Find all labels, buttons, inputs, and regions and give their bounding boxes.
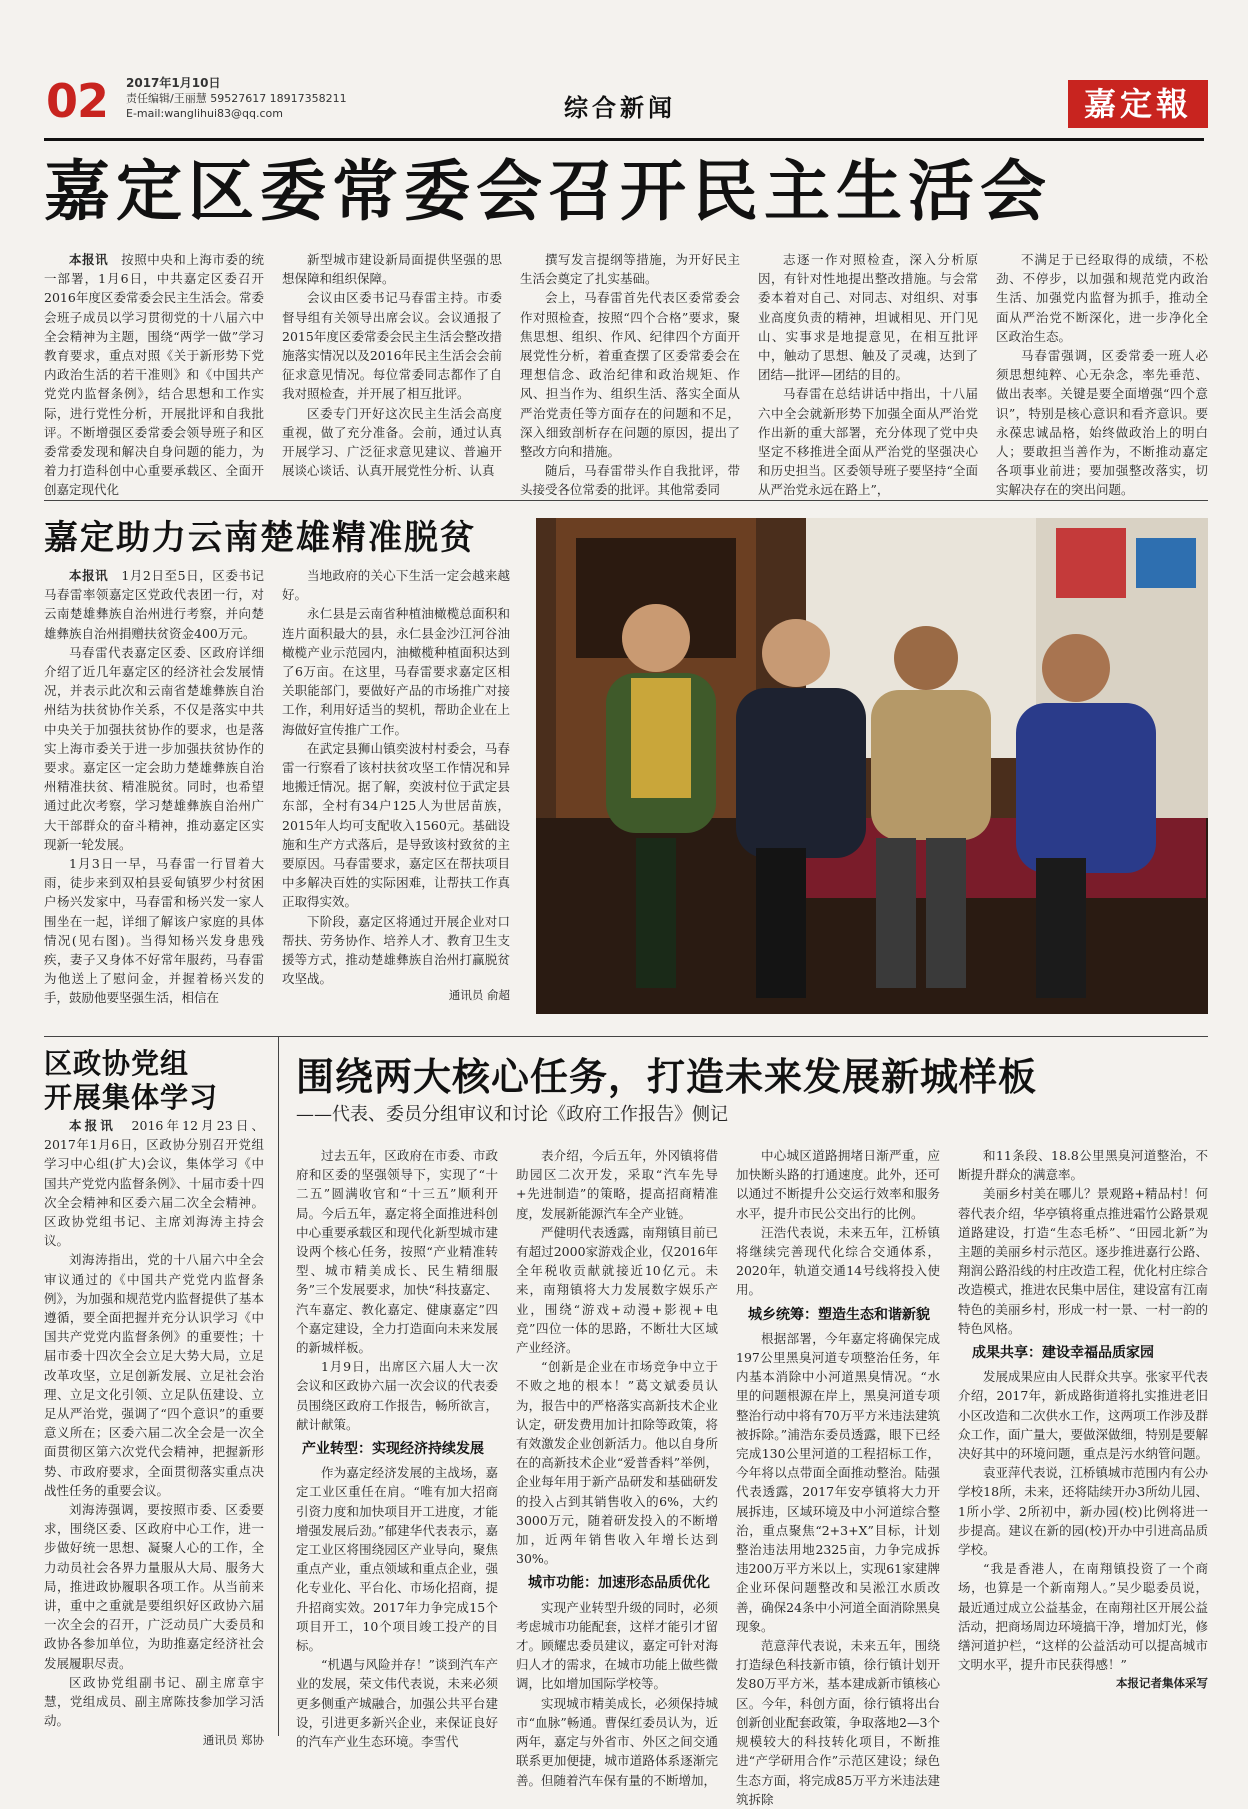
article4-col3b-text [736, 1329, 940, 1809]
article4-col3a-text [736, 1146, 940, 1300]
article1-col2 [282, 250, 502, 490]
article4-subtitle: ——代表、委员分组审议和讨论《政府工作报告》侧记 [296, 1104, 728, 1125]
paragraph: 过去五年，区政府在市委、市政府和区委的坚强领导下，实现了“十二五”圆满收官和“十三五”顺利开局。今后五年，嘉定将全面推进科创中心重要承载区和现代化新型城市建设两个核心任务，按照“产业精准转型、城市精美成长、民生精细服务”三个发展要求，加快“科技嘉定、汽车嘉定、教化嘉定、健康嘉定”四个嘉定建设，全力打造面向未来发展的新城样板。 [296, 1148, 498, 1356]
article4-col1a-text [296, 1146, 498, 1434]
paragraph: 不满足于已经取得的成绩，不松劲、不停步，以加强和规范党内政治生活、加强党内监督为抓手，推动全面从严治党不断深化，进一步净化全区政治生态。 [996, 252, 1208, 344]
article4-subhead-4: 成果共享：建设幸福品质家园 [972, 1345, 1154, 1362]
article4-col1b-text [296, 1463, 498, 1751]
paragraph: 和11条段、18.8公里黑臭河道整治，不断提升群众的满意率。 [958, 1148, 1208, 1183]
article3-body [44, 1116, 264, 1746]
article4-byline: 本报记者集体采写 [1116, 1676, 1208, 1691]
article2-col2-text [282, 566, 510, 988]
article4-col4b-text [958, 1367, 1208, 1674]
paragraph: 马春雷在总结讲话中指出，十八届六中全会就新形势下加强全面从严治党作出新的重大部署，充分体现了党中央坚定不移推进全面从严治党的坚强决心和历史担当。区委领导班子要坚持“全面从严治党永远在路上”， [758, 386, 978, 498]
article4-subhead-3: 城乡统筹：塑造生态和谐新貌 [748, 1306, 930, 1323]
paragraph: 刘海涛指出，党的十八届六中全会审议通过的《中国共产党党内监督条例》，为加强和规范党内监督提供了基本遵循，要全面把握并充分认识学习《中国共产党党内监督条例》的重要性；十届市委十四次全会立足大势大局，立足改革攻坚，立足创新发展、立足社会治理、立足文化引领、立足队伍建设、立足从严治党，强调了“四个意识”的重要意义所在；区委六届二次全会是一次全面贯彻区第六次党代会精神，把握新形势、市政府要求，全面贯彻落实重点决战性任务的重要会议。 [44, 1252, 264, 1498]
article4-col2 [516, 1146, 718, 1788]
divider [44, 500, 1208, 501]
paragraph: 美丽乡村美在哪儿？景观路+精品村！何蓉代表介绍，华亭镇将重点推进霜竹公路景观道路建设，打造“生态毛桥”、“田园北新”为主题的美丽乡村示范区。逐步推进嘉行公路、翔润公路沿线的村庄改造工程，优化村庄综合改造模式，推进农民集中居住，建设富有江南特色的美丽乡村，形成一村一景、一村一韵的特色风格。 [958, 1186, 1209, 1336]
paragraph: 实现城市精美成长，必须保持城市“血脉”畅通。曹保红委员认为，近两年，嘉定与外省市、外区之间交通联系更加便捷，城市道路体系逐渐完善。但随着汽车保有量的不断增加， [516, 1695, 718, 1788]
paragraph: 严健明代表透露，南翔镇目前已有超过2000家游戏企业，仅2016年全年税收贡献就接近10亿元。未来，南翔镇将大力发展数字娱乐产业，围绕“游戏+动漫+影视+电竞”四位一体的思路，不断壮大区域产业经济。 [516, 1224, 718, 1356]
article4-col2b-text [516, 1598, 718, 1790]
article2-byline: 通讯员 俞超 [448, 988, 510, 1003]
article4-col2a-text [516, 1146, 718, 1568]
article2-lead: 本报讯 [69, 568, 109, 583]
paragraph: 下阶段，嘉定区将通过开展企业对口帮扶、劳务协作、培养人才、教育卫生支援等方式，推动楚雄彝族自治州打赢脱贫攻坚战。 [282, 913, 510, 987]
article3-body-text: 2016年12月23日、2017年1月6日，区政协分别召开党组学习中心组(扩大)会议，集体学习《中国共产党党内监督条例》、十届市委十四次全会精神和区委六届二次全会精神。区政协党组书记、主席刘海涛主持会议。 [44, 1118, 264, 1249]
article4-col4a-text [958, 1146, 1208, 1338]
paragraph: 会上，马春雷首先代表区委常委会作对照检查，按照“四个合格”要求，聚焦思想、组织、作风、纪律四个方面开展党性分析，着重查摆了区委常委会在理想信念、政治纪律和政治规矩、作风、担当作为、组织生活、落实全面从严治党责任等方面存在的问题和不足，深入细致剖析存在问题的原因，提出了整改方向和措施。 [520, 290, 740, 460]
paragraph: 马春雷强调，区委常委一班人必须思想纯粹、心无杂念，率先垂范、做出表率。关键是要全面增强“四个意识”，特别是核心意识和看齐意识。要永葆忠诚品格，始终做政治上的明白人；要敢担当善作为，不断推动嘉定各项事业前进；要加强整改落实，切实解决存在的突出问题。 [996, 348, 1208, 498]
paragraph: 在武定县狮山镇奕波村村委会，马春雷一行察看了该村扶贫攻坚工作情况和异地搬迁情况。据了解，奕波村位于武定县东部，全村有34户125人为世居苗族，2015年人均可支配收入1560元。基础设施和生产方式落后，是导致该村致贫的主要原因。马春雷要求，嘉定区在帮扶项目中多解决百姓的实际困难，让帮扶工作真正取得实效。 [282, 740, 510, 910]
newspaper-logo: 嘉定報 [1068, 80, 1208, 128]
section-title: 综合新闻 [564, 94, 676, 122]
paragraph: 志逐一作对照检查，深入分析原因，有针对性地提出整改措施。与会常委本着对自己、对同志、对组织、对事业高度负责的精神，坦诚相见、开门见山、实事求是地提意见，在相互批评中，触动了思想、触及了灵魂，达到了团结—批评—团结的目的。 [758, 252, 978, 383]
article4-subhead-2: 城市功能：加速形态品质优化 [528, 1575, 710, 1592]
article1-col3 [520, 250, 740, 498]
paragraph: 随后，马春雷带头作自我批评，带头接受各位常委的批评。其他常委同 [520, 463, 740, 498]
article4-col3 [736, 1146, 940, 1807]
photo-illustration [536, 518, 1208, 1014]
header-rule [44, 138, 1204, 141]
paragraph: 区政协党组副书记、副主席章宇慧，党组成员、副主席陈技参加学习活动。 [44, 1674, 264, 1729]
paragraph: 作为嘉定经济发展的主战场，嘉定工业区重任在肩。“唯有加大招商引资力度和加快项目开工进度，才能增强发展后劲。”郁建华代表表示，嘉定工业区将围绕园区产业导向，聚焦重点产业，重点领域和重点企业，强化专业化、平台化、市场化招商，提升招商实效。2017年力争完成15个项目开工，10个项目竣工投产的目标。 [296, 1465, 498, 1654]
divider [44, 1036, 1208, 1037]
article4-subhead-1: 产业转型：实现经济持续发展 [302, 1441, 484, 1458]
paragraph: 根据部署，今年嘉定将确保完成197公里黑臭河道专项整治任务，年内基本消除中小河道黑臭情况。“水里的问题根源在岸上，黑臭河道专项整治行动中将有70万平方米违法建筑被拆除。”浦浩东委员透露，眼下已经完成130公里河道的工程招标工作，今年将以点带面全面推动整治。陆强代表透露，2017年安亭镇将大力开展拆违，区域环境及中小河道综合整治，重点聚焦“2+3+X”目标，计划整治违法用地2325亩，力争完成拆违200万平方米以上，实现61家建牌企业环保问题整改和吴淞江水质改善，确保24条中小河道全面消除黑臭现象。 [736, 1330, 940, 1634]
masthead-meta [126, 76, 347, 121]
paragraph: 汪浩代表说，未来五年，江桥镇将继续完善现代化综合交通体系，2020年，轨道交通14号线将投入使用。 [736, 1224, 940, 1298]
article1-col5 [996, 250, 1208, 498]
article1-headline: 嘉定区委常委会召开民主生活会 [44, 153, 1052, 230]
paragraph: 会议由区委书记马春雷主持。市委督导组有关领导出席会议。会议通报了2015年度区委常委会民主生活会整改措施落实情况以及2016年民主生活会会前征求意见情况。每位常委同志都作了自我对照检查，并开展了相互批评。 [282, 290, 502, 402]
article4-col4 [958, 1146, 1208, 1746]
article1-col1-text: 按照中央和上海市委的统一部署，1月6日，中共嘉定区委召开2016年度区委常委会民主生活会。常委会班子成员以学习贯彻党的十八届六中全会精神为主题，围绕“两学一做”学习教育要求，重点对照《关于新形势下党内政治生活的若干准则》和《中国共产党党内监督条例》，结合思想和工作实际，进行党性分析，开展批评和自我批评。不断增强区委常委会领导班子和区委常委发现和解决自身问题的能力，为着力打造科创中心重要承载区、全面开创嘉定现代化 [44, 252, 264, 498]
article3-lead: 本报讯 [69, 1118, 116, 1133]
paragraph: 1月9日，出席区六届人大一次会议和区政协六届一次会议的代表委员围绕区政府工作报告，畅所欲言，献计献策。 [296, 1359, 498, 1432]
paragraph: 1月3日一早，马春雷一行冒着大雨，徒步来到双柏县妥甸镇罗少村贫困户杨兴发家中，马春雷和杨兴发一家人围坐在一起，详细了解该户家庭的具体情况(见右图)。当得知杨兴发身患残疾，妻子又身体不好常年服药，马春雷为他送上了慰问金，并握着杨兴发的手，鼓励他要坚强生活，相信在 [44, 856, 264, 1006]
article2-col2 [282, 566, 510, 1014]
news-photo [536, 518, 1208, 1014]
issue-date: 2017年1月10日 [126, 76, 221, 90]
paragraph: 范意萍代表说，未来五年，围绕打造绿色科技新市镇，徐行镇计划开发80万平方米，基本建成新市镇核心区。今年，科创方面，徐行镇将出台创新创业配套政策，争取落地2—3个规模较大的科技转化项目，不断推进“产学研用合作”示范区建设；绿色生态方面，将完成85万平方米违法建筑拆除 [736, 1638, 940, 1807]
paragraph: “创新是企业在市场竞争中立于不败之地的根本！”葛文斌委员认为，报告中的严格落实高新技术企业认定，研发费用加计扣除等政策，将有效激发企业创新活力。他以自身所在的高新技术企业“爱普香料”举例，企业每年用于新产品研发和基础研发的投入占到其销售收入的6%，大约3000万元，随着研发投入的不断增加，近两年销售收入年增长达到30%。 [516, 1359, 718, 1567]
page-number: 02 [46, 74, 109, 128]
paragraph: 马春雷代表嘉定区委、区政府详细介绍了近几年嘉定区的经济社会发展情况，并表示此次和云南省楚雄彝族自治州结为扶贫协作关系，不仅是落实中共中央关于加强扶贫协作的要求，也是落实上海市委关于进一步加强扶贫协作的要求。嘉定区一定会助力楚雄彝族自治州精准扶贫、精准脱贫。同时，也希望通过此次考察，学习楚雄彝族自治州广大干部群众的奋斗精神，推动嘉定区实现新一轮发展。 [44, 644, 264, 852]
article2-headline: 嘉定助力云南楚雄精准脱贫 [44, 518, 476, 558]
paragraph: 区委专门开好这次民主生活会高度重视，做了充分准备。会前，通过认真开展学习、广泛征求意见建议、普遍开展谈心谈话、认真开展党性分析、认真 [282, 405, 502, 479]
editor-email: E-mail:wanglihui83@qq.com [126, 107, 283, 120]
article2-col1 [44, 566, 264, 1014]
paragraph: 刘海涛强调，要按照市委、区委要求，围绕区委、区政府中心工作，进一步做好统一思想、凝聚人心的工作，全力动员社会各界力量服从大局、服务大局，推进政协履职各项工作。从当前来讲，重中之重就是要组织好区政协六届一次全会的召开，广泛动员广大委员和政协各参加单位，为助推嘉定经济社会发展履职尽责。 [44, 1502, 264, 1671]
divider [278, 1036, 279, 1736]
paragraph: 袁亚萍代表说，江桥镇城市范围内有公办学校18所，未来，还将陆续开办3所幼儿园、1所小学、2所初中，新办园(校)比例将进一步提高。建议在新的园(校)开办中引进高品质学校。 [958, 1465, 1209, 1558]
article3-byline: 通讯员 郑协 [202, 1732, 264, 1747]
paragraph: 发展成果应由人民群众共享。张家平代表介绍，2017年，新成路街道将扎实推进老旧小区改造和二次供水工作，这两项工作涉及群众工作，面广量大，要做深做细，特别是要解决好其中的环境问题，重点是污水纳管问题。 [958, 1369, 1209, 1462]
editor-info: 责任编辑/王丽慧 59527617 18917358211 [126, 92, 347, 105]
article3-headline-line1: 区政协党组 [44, 1047, 190, 1080]
article4-headline: 围绕两大核心任务，打造未来发展新城样板 [296, 1055, 1038, 1099]
paragraph: 撰写发言提纲等措施，为开好民主生活会奠定了扎实基础。 [520, 252, 740, 287]
paragraph: 中心城区道路拥堵日渐严重，应加快断头路的打通速度。此外，还可以通过不断提升公交运行效率和服务水平，提升市民公交出行的比例。 [736, 1148, 940, 1221]
paragraph: “我是香港人，在南翔镇投资了一个商场，也算是一个新南翔人。”吴少聪委员说，最近通过成立公益基金，在南翔社区开展公益活动，把商场周边环境搞干净，增加灯光，修缮河道护栏，“这样的公益活动可以提高城市文明水平，提升市民获得感！” [958, 1561, 1209, 1673]
paragraph: 当地政府的关心下生活一定会越来越好。 [282, 568, 510, 603]
paragraph: 实现产业转型升级的同时，必须考虑城市功能配套，这样才能引才留才。顾耀忠委员建议，嘉定可针对海归人才的需求，在城市功能上做些微调，比如增加国际学校等。 [516, 1599, 718, 1692]
article3-headline-line2: 开展集体学习 [44, 1081, 219, 1114]
paragraph: “机遇与风险并存！”谈到汽车产业的发展，荣文伟代表说，未来必须更多侧重产城融合，加强公共平台建设，引进更多新兴企业，来保证良好的汽车产业生态环境。李雪代 [296, 1657, 498, 1750]
paragraph: 表介绍，今后五年，外冈镇将借助园区二次开发，采取“汽车先导+先进制造”的策略，提高招商精准度，发展新能源汽车全产业链。 [516, 1148, 718, 1221]
paragraph: 永仁县是云南省种植油橄榄总面积和连片面积最大的县，永仁县金沙江河谷油橄榄产业示范园内，油橄榄种植面积达到了6万亩。在这里，马春雷要求嘉定区相关职能部门，要做好产品的市场推广对接工作，利用好适当的契机，帮助企业在上海做好宣传推广工作。 [282, 606, 510, 737]
article2-col1-text: 1月2日至5日，区委书记马春雷率领嘉定区党政代表团一行，对云南楚雄彝族自治州进行考察，并向楚雄彝族自治州捐赠扶贫资金400万元。 [44, 568, 264, 641]
article1-lead: 本报讯 [69, 252, 109, 267]
article4-col1 [296, 1146, 498, 1750]
article1-col4 [758, 250, 978, 498]
article1-col1 [44, 250, 264, 498]
paragraph: 新型城市建设新局面提供坚强的思想保障和组织保障。 [282, 252, 502, 287]
